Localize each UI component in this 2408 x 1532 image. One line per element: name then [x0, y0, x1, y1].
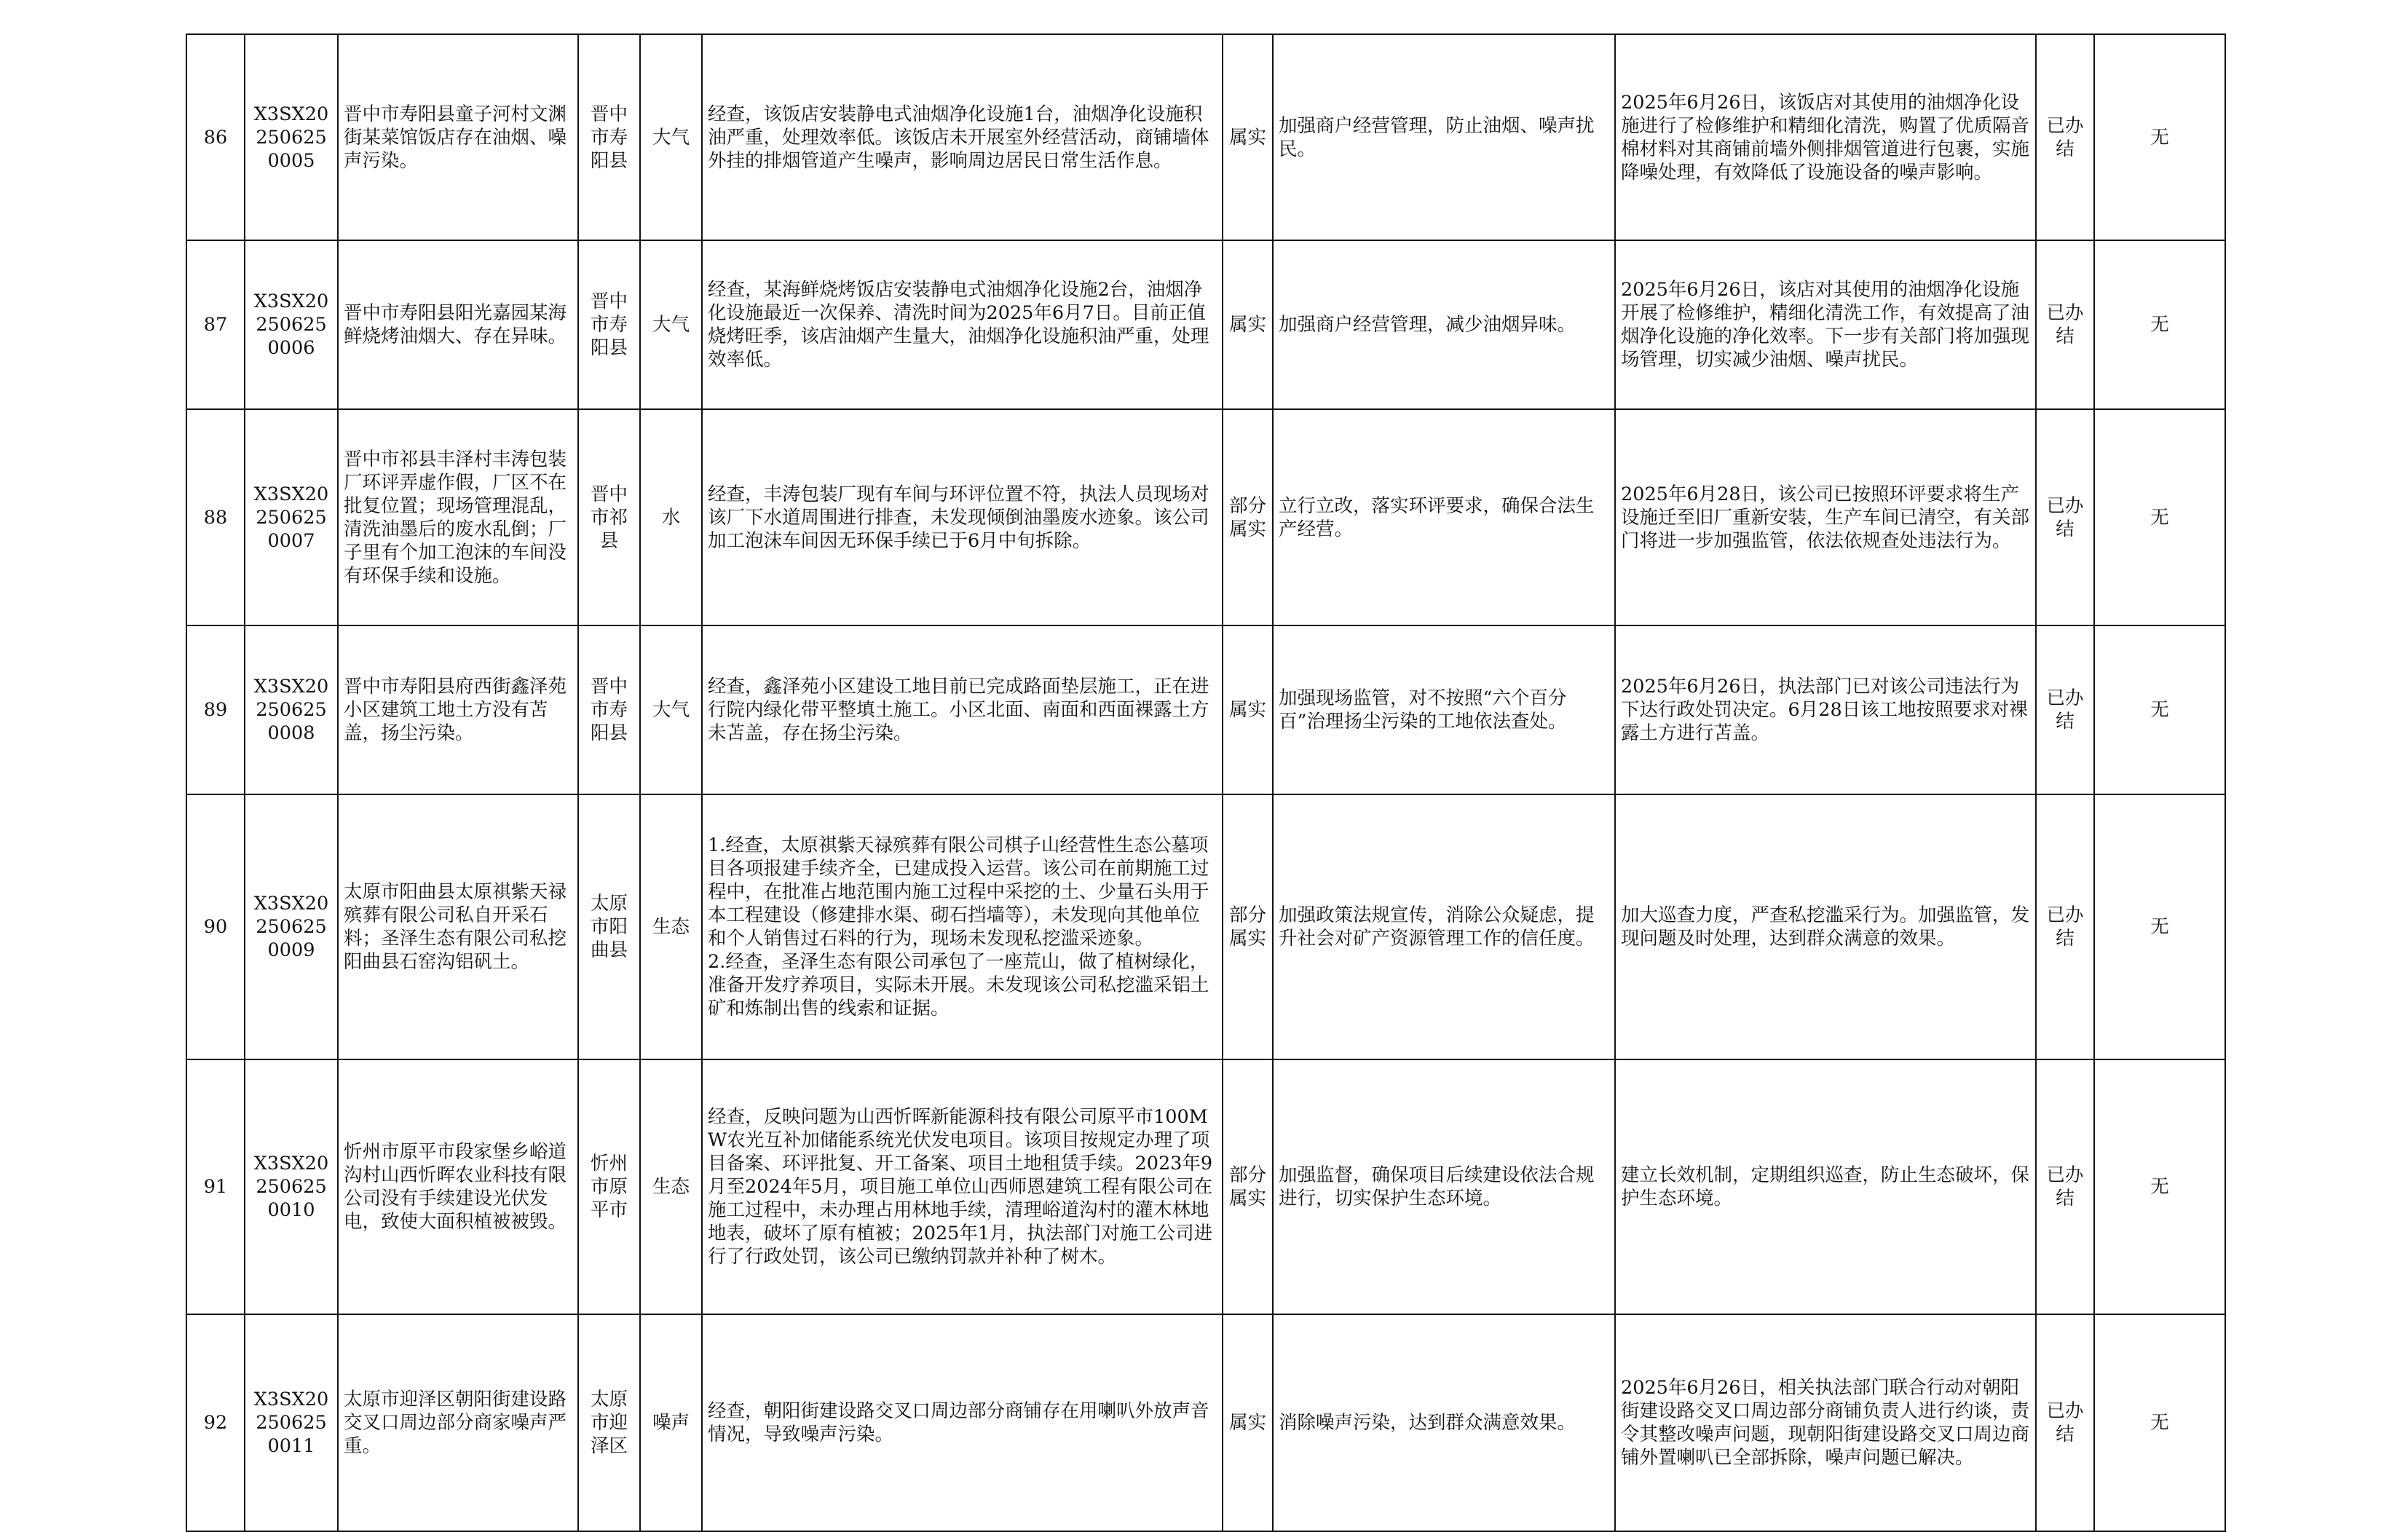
row-status: 已办结 — [2036, 1059, 2094, 1314]
row-result: 2025年6月28日，该公司已按照环评要求将生产设施迁至旧厂重新安装，生产车间已清空，有关部门将进一步加强监管，依法依规查处违法行为。 — [1615, 409, 2036, 625]
row-accountability: 无 — [2094, 1059, 2225, 1314]
row-status: 已办结 — [2036, 1314, 2094, 1531]
row-complaint: 晋中市祁县丰泽村丰涛包装厂环评弄虚作假，厂区不在批复位置；现场管理混乱，清洗油墨后的废水乱倒；厂子里有个加工泡沫的车间没有环保手续和设施。 — [338, 409, 578, 625]
row-category: 生态 — [640, 794, 702, 1059]
row-seq: 90 — [186, 794, 245, 1059]
row-seq: 86 — [186, 34, 245, 240]
row-accountability: 无 — [2094, 240, 2225, 409]
table-row — [186, 625, 2225, 794]
row-complaint: 忻州市原平市段家堡乡峪道沟村山西忻晖农业科技有限公司没有手续建设光伏发电，致使大面积植被被毁。 — [338, 1059, 578, 1314]
row-finding — [702, 625, 1223, 794]
row-verdict: 属实 — [1223, 625, 1273, 794]
row-complaint: 太原市阳曲县太原祺紫天禄殡葬有限公司私自开采石料；圣泽生态有限公司私挖阳曲县石窑沟铝矾土。 — [338, 794, 578, 1059]
row-result: 加大巡查力度，严查私挖滥采行为。加强监管，发现问题及时处理，达到群众满意的效果。 — [1615, 794, 2036, 1059]
row-finding-paragraph: 1.经查，太原祺紫天禄殡葬有限公司棋子山经营性生态公墓项目各项报建手续齐全，已建成投入运营。该公司在前期施工过程中，在批准占地范围内施工过程中采挖的土、少量石头用于本工程建设（修建排水渠、砌石挡墙等），未发现向其他单位和个人销售过石料的行为，现场未发现私挖滥采迹象。 — [708, 834, 1209, 949]
row-verdict: 部分属实 — [1223, 794, 1273, 1059]
row-location: 太原市阳曲县 — [578, 794, 640, 1059]
row-complaint: 太原市迎泽区朝阳街建设路交叉口周边部分商家噪声严重。 — [338, 1314, 578, 1531]
row-accountability: 无 — [2094, 34, 2225, 240]
row-verdict: 属实 — [1223, 34, 1273, 240]
row-opinion: 加强监督，确保项目后续建设依法合规进行，切实保护生态环境。 — [1273, 1059, 1615, 1314]
row-status: 已办结 — [2036, 240, 2094, 409]
row-verdict: 属实 — [1223, 1314, 1273, 1531]
row-finding — [702, 794, 1223, 1059]
row-finding-paragraph: 经查，反映问题为山西忻晖新能源科技有限公司原平市100MW农光互补加储能系统光伏发电项目。该项目按规定办理了项目备案、环评批复、开工备案、项目土地租赁手续。2023年9月至2024年5月，项目施工单位山西师恩建筑工程有限公司在施工过程中，未办理占用林地手续，清理峪道沟村的灌木林地地表，破坏了原有植被；2025年1月，执法部门对施工公司进行了行政处罚，该公司已缴纳罚款并补种了树木。 — [708, 1106, 1213, 1268]
row-case-code: X3SX202506250011 — [245, 1314, 338, 1531]
row-location: 忻州市原平市 — [578, 1059, 640, 1314]
row-result: 2025年6月26日，该店对其使用的油烟净化设施开展了检修维护，精细化清洗工作，有效提高了油烟净化设施的净化效率。下一步有关部门将加强现场管理，切实减少油烟、噪声扰民。 — [1615, 240, 2036, 409]
row-case-code: X3SX202506250010 — [245, 1059, 338, 1314]
row-result: 2025年6月26日，执法部门已对该公司违法行为下达行政处罚决定。6月28日该工地按照要求对裸露土方进行苫盖。 — [1615, 625, 2036, 794]
row-opinion: 加强现场监管，对不按照“六个百分百”治理扬尘污染的工地依法查处。 — [1273, 625, 1615, 794]
row-finding — [702, 34, 1223, 240]
row-verdict: 属实 — [1223, 240, 1273, 409]
row-opinion: 消除噪声污染，达到群众满意效果。 — [1273, 1314, 1615, 1531]
row-seq: 91 — [186, 1059, 245, 1314]
row-verdict: 部分属实 — [1223, 409, 1273, 625]
row-seq: 92 — [186, 1314, 245, 1531]
row-status: 已办结 — [2036, 409, 2094, 625]
row-finding-paragraph: 经查，该饭店安装静电式油烟净化设施1台，油烟净化设施积油严重，处理效率低。该饭店未开展室外经营活动，商铺墙体外挂的排烟管道产生噪声，影响周边居民日常生活作息。 — [708, 103, 1209, 172]
row-seq: 89 — [186, 625, 245, 794]
row-case-code: X3SX202506250005 — [245, 34, 338, 240]
row-category: 噪声 — [640, 1314, 702, 1531]
row-status: 已办结 — [2036, 625, 2094, 794]
row-location: 晋中市寿阳县 — [578, 34, 640, 240]
table-row — [186, 1059, 2225, 1314]
row-result: 建立长效机制，定期组织巡查，防止生态破坏，保护生态环境。 — [1615, 1059, 2036, 1314]
row-seq: 88 — [186, 409, 245, 625]
table-row — [186, 794, 2225, 1059]
row-case-code: X3SX202506250006 — [245, 240, 338, 409]
table-body — [186, 34, 2225, 1531]
row-category: 大气 — [640, 240, 702, 409]
row-opinion: 加强商户经营管理，减少油烟异味。 — [1273, 240, 1615, 409]
row-seq: 87 — [186, 240, 245, 409]
row-finding — [702, 1059, 1223, 1314]
row-result: 2025年6月26日，该饭店对其使用的油烟净化设施进行了检修维护和精细化清洗，购置了优质隔音棉材料对其商铺前墙外侧排烟管道进行包裹，实施降噪处理，有效降低了设施设备的噪声影响。 — [1615, 34, 2036, 240]
row-complaint: 晋中市寿阳县阳光嘉园某海鲜烧烤油烟大、存在异味。 — [338, 240, 578, 409]
row-status: 已办结 — [2036, 794, 2094, 1059]
table-row — [186, 409, 2225, 625]
row-finding-paragraph: 经查，某海鲜烧烤饭店安装静电式油烟净化设施2台，油烟净化设施最近一次保养、清洗时间为2025年6月7日。目前正值烧烤旺季，该店油烟产生量大，油烟净化设施积油严重，处理效率低。 — [708, 279, 1209, 371]
row-complaint: 晋中市寿阳县府西街鑫泽苑小区建筑工地土方没有苫盖，扬尘污染。 — [338, 625, 578, 794]
row-case-code: X3SX202506250007 — [245, 409, 338, 625]
row-category: 大气 — [640, 34, 702, 240]
document-page — [186, 33, 2225, 1496]
row-category: 大气 — [640, 625, 702, 794]
row-location: 晋中市寿阳县 — [578, 240, 640, 409]
row-finding — [702, 1314, 1223, 1531]
row-case-code: X3SX202506250008 — [245, 625, 338, 794]
row-finding — [702, 240, 1223, 409]
row-accountability: 无 — [2094, 1314, 2225, 1531]
complaint-table — [186, 33, 2226, 1532]
row-status: 已办结 — [2036, 34, 2094, 240]
row-case-code: X3SX202506250009 — [245, 794, 338, 1059]
row-finding — [702, 409, 1223, 625]
row-accountability: 无 — [2094, 625, 2225, 794]
row-accountability: 无 — [2094, 409, 2225, 625]
row-result: 2025年6月26日，相关执法部门联合行动对朝阳街建设路交叉口周边部分商铺负责人进行约谈，责令其整改噪声问题，现朝阳街建设路交叉口周边商铺外置喇叭已全部拆除，噪声问题已解决。 — [1615, 1314, 2036, 1531]
row-location: 晋中市祁县 — [578, 409, 640, 625]
row-finding-paragraph: 经查，丰涛包装厂现有车间与环评位置不符，执法人员现场对该厂下水道周围进行排查，未发现倾倒油墨废水迹象。该公司加工泡沫车间因无环保手续已于6月中旬拆除。 — [708, 483, 1209, 552]
table-row — [186, 1314, 2225, 1531]
row-finding-paragraph: 2.经查，圣泽生态有限公司承包了一座荒山，做了植树绿化，准备开发疗养项目，实际未开展。未发现该公司私挖滥采铝土矿和炼制出售的线索和证据。 — [708, 951, 1209, 1019]
row-category: 水 — [640, 409, 702, 625]
row-finding-paragraph: 经查，朝阳街建设路交叉口周边部分商铺存在用喇叭外放声音情况，导致噪声污染。 — [708, 1400, 1209, 1445]
row-complaint: 晋中市寿阳县童子河村文渊街某菜馆饭店存在油烟、噪声污染。 — [338, 34, 578, 240]
row-location: 太原市迎泽区 — [578, 1314, 640, 1531]
row-accountability: 无 — [2094, 794, 2225, 1059]
row-location: 晋中市寿阳县 — [578, 625, 640, 794]
table-row — [186, 240, 2225, 409]
table-row — [186, 34, 2225, 240]
row-category: 生态 — [640, 1059, 702, 1314]
row-opinion: 立行立改，落实环评要求，确保合法生产经营。 — [1273, 409, 1615, 625]
row-opinion: 加强商户经营管理，防止油烟、噪声扰民。 — [1273, 34, 1615, 240]
row-opinion: 加强政策法规宣传，消除公众疑虑，提升社会对矿产资源管理工作的信任度。 — [1273, 794, 1615, 1059]
row-verdict: 部分属实 — [1223, 1059, 1273, 1314]
row-finding-paragraph: 经查，鑫泽苑小区建设工地目前已完成路面垫层施工，正在进行院内绿化带平整填土施工。小区北面、南面和西面裸露土方未苫盖，存在扬尘污染。 — [708, 676, 1209, 744]
